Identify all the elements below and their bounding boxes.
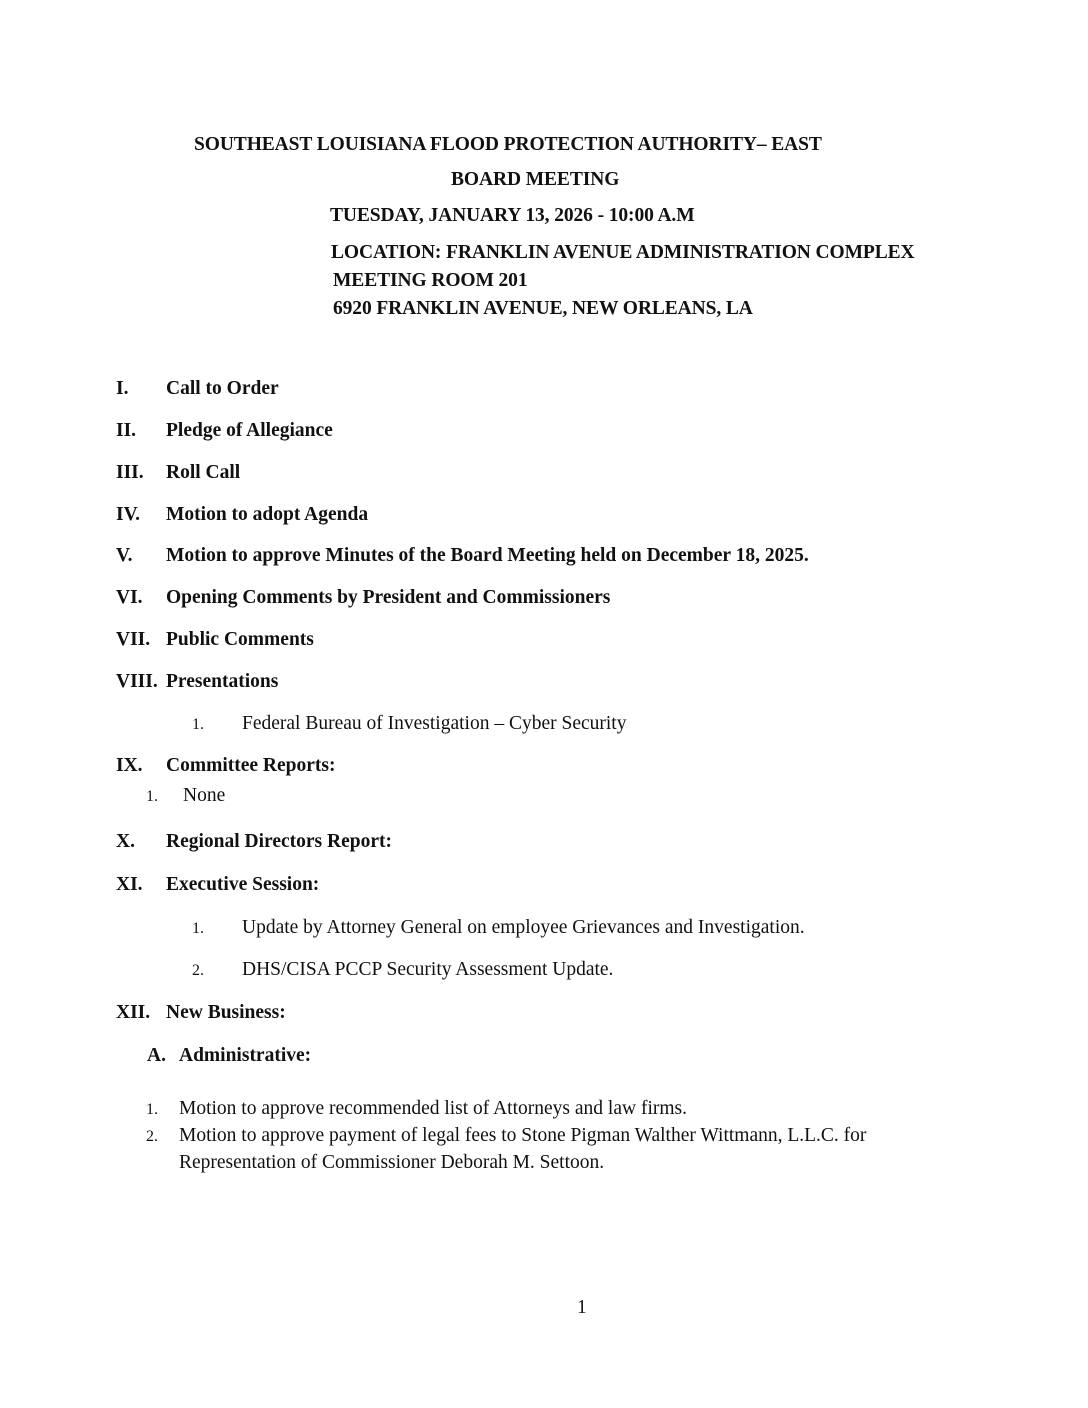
subitem-text: Motion to approve recommended list of Attorneys and law firms. xyxy=(179,1098,687,1119)
section-number: VI. xyxy=(116,587,143,608)
location-line-1: LOCATION: FRANKLIN AVENUE ADMINISTRATION COMPLEX xyxy=(331,242,915,263)
meeting-title: BOARD MEETING xyxy=(451,169,620,190)
subitem-number: 1. xyxy=(146,1101,158,1118)
section-title: Motion to adopt Agenda xyxy=(166,504,369,525)
section-title: Executive Session: xyxy=(166,874,320,895)
section-title: New Business: xyxy=(166,1002,286,1023)
subsection-title: Administrative: xyxy=(179,1045,312,1066)
location-line-2: MEETING ROOM 201 xyxy=(333,270,528,291)
org-title: SOUTHEAST LOUISIANA FLOOD PROTECTION AUTHORITY– EAST xyxy=(194,134,822,155)
section-number: V. xyxy=(116,545,133,566)
section-title: Motion to approve Minutes of the Board Meeting held on December 18, 2025. xyxy=(166,545,809,566)
subitem-text: DHS/CISA PCCP Security Assessment Update. xyxy=(242,959,614,980)
subitem-text-line-2: Representation of Commissioner Deborah M. Settoon. xyxy=(179,1152,605,1173)
section-title: Regional Directors Report: xyxy=(166,831,392,852)
section-number: IV. xyxy=(116,504,141,525)
subitem-text: None xyxy=(183,785,226,806)
section-title: Presentations xyxy=(166,671,279,692)
section-number: X. xyxy=(116,831,135,852)
subitem-number: 1. xyxy=(192,920,204,937)
section-number: XII. xyxy=(116,1002,151,1023)
section-number: VII. xyxy=(116,629,151,650)
subitem-text: Federal Bureau of Investigation – Cyber Security xyxy=(242,713,627,734)
section-number: XI. xyxy=(116,874,143,895)
section-number: III. xyxy=(116,462,144,483)
subitem-number: 1. xyxy=(192,716,204,733)
meeting-datetime: TUESDAY, JANUARY 13, 2026 - 10:00 A.M xyxy=(330,205,695,226)
subitem-text-line-1: Motion to approve payment of legal fees to Stone Pigman Walther Wittmann, L.L.C. for xyxy=(179,1125,867,1146)
page-number: 1 xyxy=(577,1297,587,1318)
section-number: VIII. xyxy=(116,671,158,692)
section-title: Roll Call xyxy=(166,462,241,483)
section-title: Call to Order xyxy=(166,378,279,399)
section-number: I. xyxy=(116,378,129,399)
section-title: Opening Comments by President and Commissioners xyxy=(166,587,611,608)
subitem-number: 2. xyxy=(146,1128,158,1145)
section-title: Public Comments xyxy=(166,629,314,650)
section-title: Pledge of Allegiance xyxy=(166,420,333,441)
subitem-number: 2. xyxy=(192,962,204,979)
subsection-letter: A. xyxy=(147,1045,166,1066)
section-title: Committee Reports: xyxy=(166,755,336,776)
section-number: IX. xyxy=(116,755,143,776)
section-number: II. xyxy=(116,420,137,441)
subitem-number: 1. xyxy=(146,788,158,805)
location-line-3: 6920 FRANKLIN AVENUE, NEW ORLEANS, LA xyxy=(333,298,753,319)
subitem-text: Update by Attorney General on employee Grievances and Investigation. xyxy=(242,917,805,938)
